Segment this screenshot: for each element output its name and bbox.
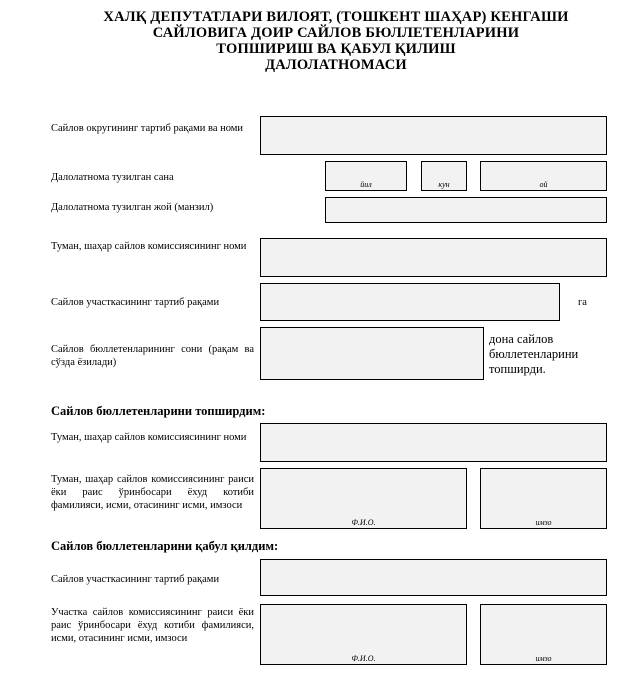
- date-month-field[interactable]: [480, 161, 607, 191]
- received-precinct-field[interactable]: [260, 559, 607, 596]
- title-line-2: САЙЛОВИГА ДОИР САЙЛОВ БЮЛЛЕТЕНЛАРИНИ: [152, 25, 520, 41]
- precinct-number-label: Сайлов участкасининг тартиб рақами: [51, 297, 220, 308]
- district-commission-field[interactable]: [260, 238, 607, 277]
- received-heading: Сайлов бюллетенларини қабул қилдим:: [51, 539, 279, 553]
- ballot-count-label: Сайлов бюллетенларининг сони (рақам ва сўзда ёзилади): [51, 344, 254, 368]
- document-title: [0, 9, 624, 73]
- date-label: Далолатнома тузилган сана: [51, 172, 174, 183]
- handed-commission-label: Туман, шаҳар сайлов комиссиясининг номи: [51, 432, 247, 443]
- title-line-4: ДАЛОЛАТНОМАСИ: [265, 57, 407, 73]
- district-commission-label: Туман, шаҳар сайлов комиссиясининг номи: [51, 241, 247, 252]
- ballot-after-text: дона сайлов бюллетенларини топширди.: [489, 332, 579, 376]
- district-field[interactable]: [260, 116, 607, 155]
- received-precinct-label: Сайлов участкасининг тартиб рақами: [51, 574, 220, 585]
- district-label: Сайлов округининг тартиб рақами ва номи: [51, 123, 244, 134]
- handed-commission-field[interactable]: [260, 423, 607, 462]
- date-day-field[interactable]: [421, 161, 467, 191]
- date-day-caption: кун: [438, 180, 450, 189]
- place-label: Далолатнома тузилган жой (манзил): [51, 202, 214, 213]
- handed-fio-caption: Ф.И.О.: [351, 518, 376, 527]
- received-fio-caption: Ф.И.О.: [351, 654, 376, 663]
- handed-signature-caption: имзо: [535, 518, 552, 527]
- received-chair-label: Участка сайлов комиссиясининг раиси ёки раис ўринбосари ёхуд котиби фамилияси, исми, отасининг исми, имзоси: [51, 607, 254, 644]
- title-line-1: ХАЛҚ ДЕПУТАТЛАРИ ВИЛОЯТ, (ТОШКЕНТ ШАҲАР) КЕНГАШИ: [103, 9, 569, 25]
- precinct-suffix: га: [578, 297, 587, 308]
- handed-over-heading: Сайлов бюллетенларини топширдим:: [51, 404, 266, 418]
- handed-signature-field[interactable]: [480, 468, 607, 529]
- precinct-number-field[interactable]: [260, 283, 560, 321]
- received-fio-field[interactable]: [260, 604, 467, 665]
- title-line-3: ТОПШИРИШ ВА ҚАБУЛ ҚИЛИШ: [216, 41, 456, 57]
- ballot-count-field[interactable]: [260, 327, 484, 380]
- received-signature-field[interactable]: [480, 604, 607, 665]
- date-year-field[interactable]: [325, 161, 407, 191]
- handed-chair-label: Туман, шаҳар сайлов комиссиясининг раиси ёки раис ўринбосари ёхуд котиби фамилияси, исми, отасининг исми, имзоси: [51, 474, 254, 511]
- date-year-caption: йил: [360, 180, 372, 189]
- place-field[interactable]: [325, 197, 607, 223]
- received-signature-caption: имзо: [535, 654, 552, 663]
- handed-fio-field[interactable]: [260, 468, 467, 529]
- date-month-caption: ой: [539, 180, 548, 189]
